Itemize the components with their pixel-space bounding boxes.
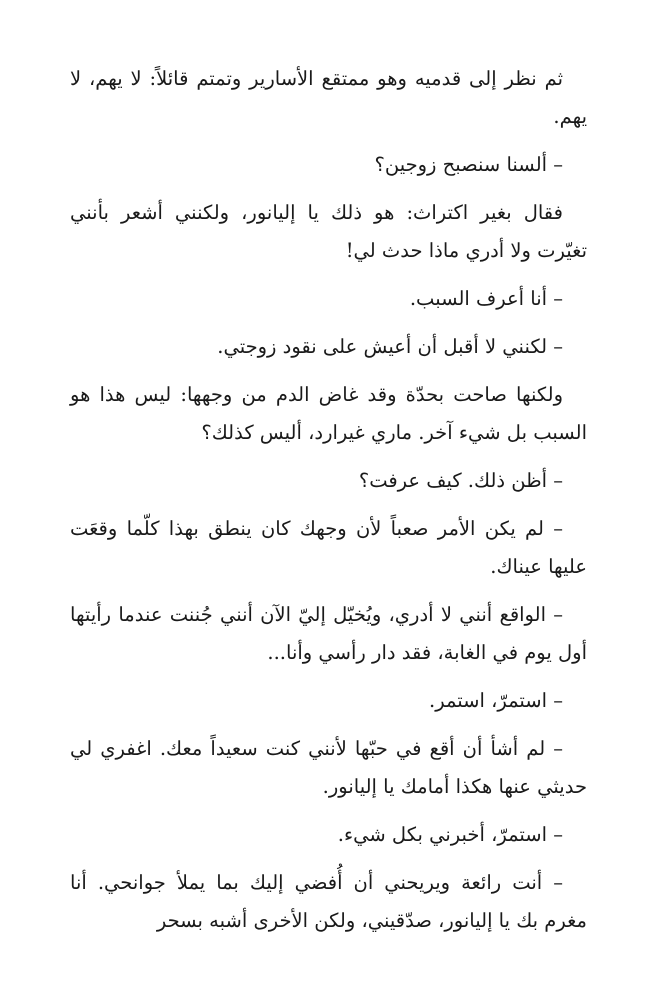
book-page	[70, 60, 587, 950]
dialogue-line: – أظن ذلك. كيف عرفت؟	[358, 469, 563, 492]
dialogue-line: – أنت رائعة ويريحني أن أُفضي إليك بما يملأ جوانحي. أنا مغرم بك يا إليانور، صدّقيني، ولكن الأخرى أشبه بسحر	[70, 871, 587, 932]
dialogue-line: – استمرّ، أخبرني بكل شيء.	[337, 823, 563, 846]
dialogue-line: – الواقع أنني لا أدري، ويُخيّل إليّ الآن أنني جُننت عندما رأيتها أول يوم في الغابة، فقد دار رأسي وأنا...	[70, 603, 587, 664]
dialogue-line: – لكنني لا أقبل أن أعيش على نقود زوجتي.	[217, 335, 563, 358]
dialogue-line: – لم يكن الأمر صعباً لأن وجهك كان ينطق بهذا كلّما وقعَت عليها عيناك.	[70, 517, 587, 578]
dialogue-line: – استمرّ، استمر.	[429, 689, 563, 712]
paragraph: ولكنها صاحت بحدّة وقد غاض الدم من وجهها: ليس هذا هو السبب بل شيء آخر. ماري غيرارد، أليس كذلك؟	[70, 383, 587, 444]
dialogue-line: – أنا أعرف السبب.	[409, 287, 563, 310]
dialogue-line: – ألسنا سنصبح زوجين؟	[374, 153, 563, 176]
paragraph: فقال بغير اكتراث: هو ذلك يا إليانور، ولكنني أشعر بأنني تغيّرت ولا أدري ماذا حدث لي!	[70, 201, 587, 262]
paragraph: ثم نظر إلى قدميه وهو ممتقع الأسارير وتمتم قائلاً: لا يهم، لا يهم.	[70, 67, 587, 128]
dialogue-line: – لم أشأ أن أقع في حبّها لأنني كنت سعيداً معك. اغفري لي حديثي عنها هكذا أمامك يا إليانور.	[70, 737, 587, 798]
